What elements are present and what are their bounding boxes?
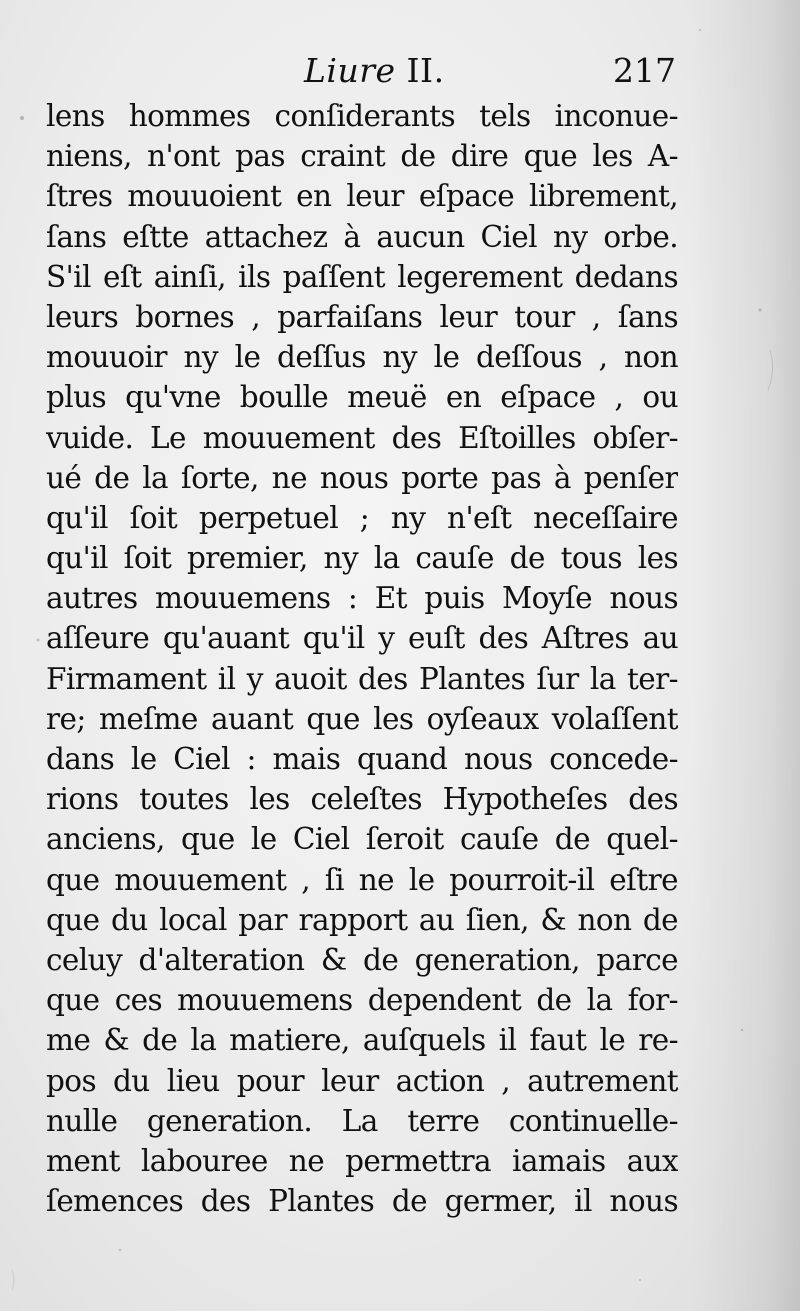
- text-line: qu'il ſoit perpetuel ; ny n'eſt neceſſaire: [46, 500, 678, 535]
- text-line: ſtres mouuoient en leur eſpace librement,: [46, 179, 678, 214]
- text-line: que mouuement , ſi ne le pourroit-il eſtre: [46, 862, 678, 897]
- body-text: [46, 96, 678, 1221]
- page-edge-shadow: [690, 0, 800, 1311]
- text-line: me & de la matiere, auſquels il faut le re-: [46, 1023, 678, 1058]
- text-line: niens, n'ont pas craint de dire que les A-: [46, 139, 678, 174]
- text-line: qu'il ſoit premier, ny la cauſe de tous les: [46, 541, 678, 576]
- text-line: Firmament il y auoit des Plantes ſur la ter-: [46, 661, 678, 696]
- text-line: nulle generation. La terre continuelle-: [46, 1103, 678, 1138]
- running-head-italic: Liure: [304, 51, 396, 90]
- text-line: ment labouree ne permettra iamais aux: [46, 1143, 678, 1178]
- text-line: celuy d'alteration & de generation, parce: [46, 942, 678, 977]
- running-head-roman: II.: [395, 51, 445, 90]
- page-number: 217: [613, 51, 676, 90]
- text-line: aſſeure qu'auant qu'il y euſt des Aſtres au: [46, 621, 678, 656]
- text-line: vuide. Le mouuement des Eſtoilles obſer-: [46, 420, 678, 455]
- text-line: rions toutes les celeſtes Hypotheſes des: [46, 782, 678, 817]
- text-line: anciens, que le Ciel ſeroit cauſe de quel-: [46, 822, 678, 857]
- running-head: [46, 46, 678, 96]
- running-head-title: [304, 46, 445, 96]
- text-line: pos du lieu pour leur action , autrement: [46, 1063, 678, 1098]
- text-line: dans le Ciel : mais quand nous concede-: [46, 742, 678, 776]
- text-line: ſemences des Plantes de germer, il nous: [46, 1184, 678, 1219]
- text-line: que du local par rapport au ſien, & non de: [46, 902, 678, 937]
- text-line: re; meſme auant que les oyſeaux volaſſent: [46, 701, 678, 736]
- text-line: que ces mouuemens dependent de la for-: [46, 983, 678, 1018]
- text-line: lens hommes conſiderants tels inconue-: [46, 99, 678, 133]
- text-line: S'il eſt ainſi, ils paſſent legerement dedans: [46, 259, 678, 294]
- text-line: autres mouuemens : Et puis Moyſe nous: [46, 581, 678, 616]
- text-line: ué de la ſorte, ne nous porte pas à penſer: [46, 460, 678, 495]
- text-line: plus qu'vne boulle meuë en eſpace , ou: [46, 380, 678, 415]
- text-line: ſans eſtte attachez à aucun Ciel ny orbe.: [46, 219, 678, 254]
- text-line: mouuoir ny le deſſus ny le deſſous , non: [46, 340, 678, 375]
- text-line: leurs bornes , parfaiſans leur tour , ſans: [46, 299, 678, 334]
